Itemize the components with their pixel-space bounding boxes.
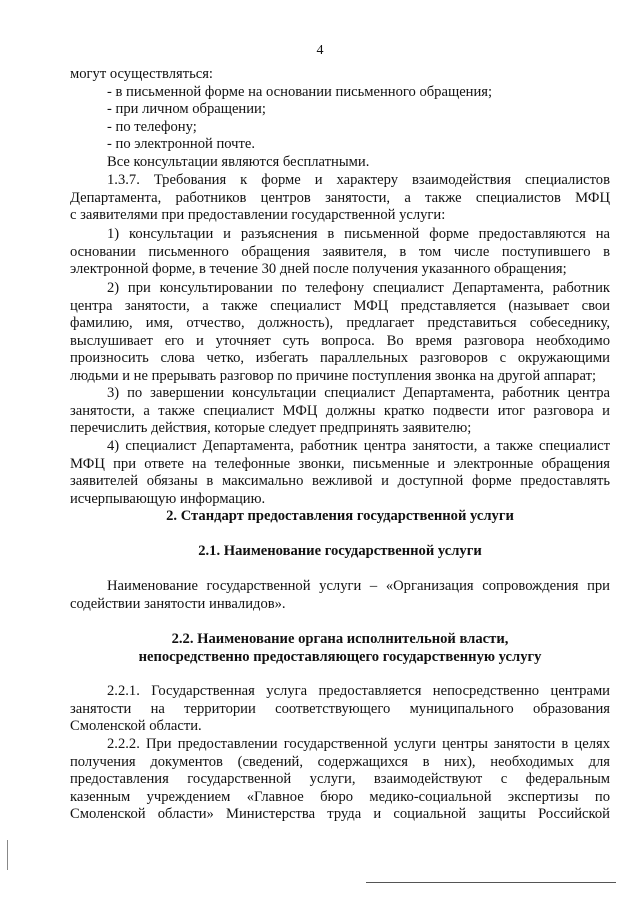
paragraph-line: 1) консультации и разъяснения в письменной форме предоставляются на <box>107 226 610 242</box>
paragraph-line: 2.2.2. При предоставлении государственной услуги центры занятости в целях <box>107 736 610 752</box>
paragraph-1-3-7 <box>70 172 610 225</box>
page-number: 4 <box>316 43 324 58</box>
paragraph-line: занятости, а также специалист МФЦ должны кратко подвести итог разговора и <box>70 402 610 419</box>
paragraph-2-1 <box>70 578 610 613</box>
paragraph-line: занятости на территории соответствующего муниципального образования <box>70 700 610 717</box>
paragraph-line: перечислить действия, которые следует предпринять заявителю; <box>70 420 472 437</box>
heading-line: непосредственно предоставляющего государственную услугу <box>138 648 542 665</box>
requirement-2 <box>70 280 610 386</box>
paragraph-line: выслушивает его и уточняет суть вопроса. Во время разговора необходимо <box>70 332 610 349</box>
section-heading-2: 2. Стандарт предоставления государственной услуги <box>166 508 514 524</box>
paragraph-line: получения документов (сведений, содержащихся в них), необходимых для <box>70 753 610 770</box>
paragraph-line: предоставления государственной услуги, взаимодействуют с федеральным <box>70 771 610 788</box>
list-item: - при личном обращении; <box>107 101 266 118</box>
paragraph-line: заявителей обязаны в максимально вежливой и доступной форме предоставлять <box>70 473 610 490</box>
list-item: - по электронной почте. <box>107 136 256 153</box>
paragraph-line: Смоленской области» Министерства труда и социальной защиты Российской <box>70 806 610 823</box>
list-item: - в письменной форме на основании письменного обращения; <box>107 83 493 100</box>
paragraph-line: исчерпывающую информацию. <box>70 490 266 507</box>
paragraph-line: центра занятости, а также специалист МФЦ представляется (называет свои <box>70 297 610 314</box>
paragraph-line: 1.3.7. Требования к форме и характеру взаимодействия специалистов <box>107 172 610 188</box>
intro-lead: могут осуществляться: <box>70 66 213 82</box>
paragraph-line: 2) при консультировании по телефону специалист Департамента, работник <box>107 280 610 296</box>
scan-edge-mark <box>7 840 8 870</box>
paragraph-line: Наименование государственной услуги – «Организация сопровождения при <box>107 578 610 594</box>
paragraph-line: МФЦ при ответе на телефонные звонки, письменные и электронные обращения <box>70 455 610 472</box>
paragraph-line: Смоленской области. <box>70 718 202 735</box>
paragraph-line: основании письменного обращения заявителя, в том числе поступившего в <box>70 243 610 260</box>
paragraph-line: 3) по завершении консультации специалист Департамента, работник центра <box>107 385 610 401</box>
paragraph-2-2-2 <box>70 736 610 824</box>
requirement-4 <box>70 438 610 508</box>
paragraph-line: произносить слова четко, избегать параллельных разговоров с окружающими <box>70 350 610 367</box>
paragraph-line: с заявителями при предоставлении государственной услуги: <box>70 207 446 224</box>
paragraph-line: 4) специалист Департамента, работник центра занятости, а также специалист <box>107 438 610 454</box>
paragraph-line: людьми и не прерывать разговор по причине поступления звонка на другой аппарат; <box>70 367 597 384</box>
intro-section <box>70 66 610 172</box>
paragraph-line: фамилию, имя, отчество, должность), предлагает представиться собеседнику, <box>70 315 610 332</box>
paragraph-line: содействии занятости инвалидов». <box>70 595 286 612</box>
paragraph-line: электронной форме, в течение 30 дней после получения указанного обращения; <box>70 261 567 278</box>
paragraph-line: 2.2.1. Государственная услуга предоставляется непосредственно центрами <box>107 683 610 699</box>
list-item: - по телефону; <box>107 118 197 135</box>
paragraph-line: Департамента, работников центров занятости, а также специалистов МФЦ <box>70 189 610 206</box>
requirement-3 <box>70 385 610 438</box>
scan-artifact-line <box>366 882 616 883</box>
section-heading-2-2 <box>70 631 610 666</box>
paragraph-line: казенным учреждением «Главное бюро медико-социальной экспертизы по <box>70 788 610 805</box>
section-heading-2-1: 2.1. Наименование государственной услуги <box>198 543 482 559</box>
paragraph-2-2-1 <box>70 683 610 736</box>
heading-line: 2.2. Наименование органа исполнительной власти, <box>171 631 509 647</box>
requirement-1 <box>70 226 610 279</box>
free-consultation-note: Все консультации являются бесплатными. <box>107 153 370 170</box>
